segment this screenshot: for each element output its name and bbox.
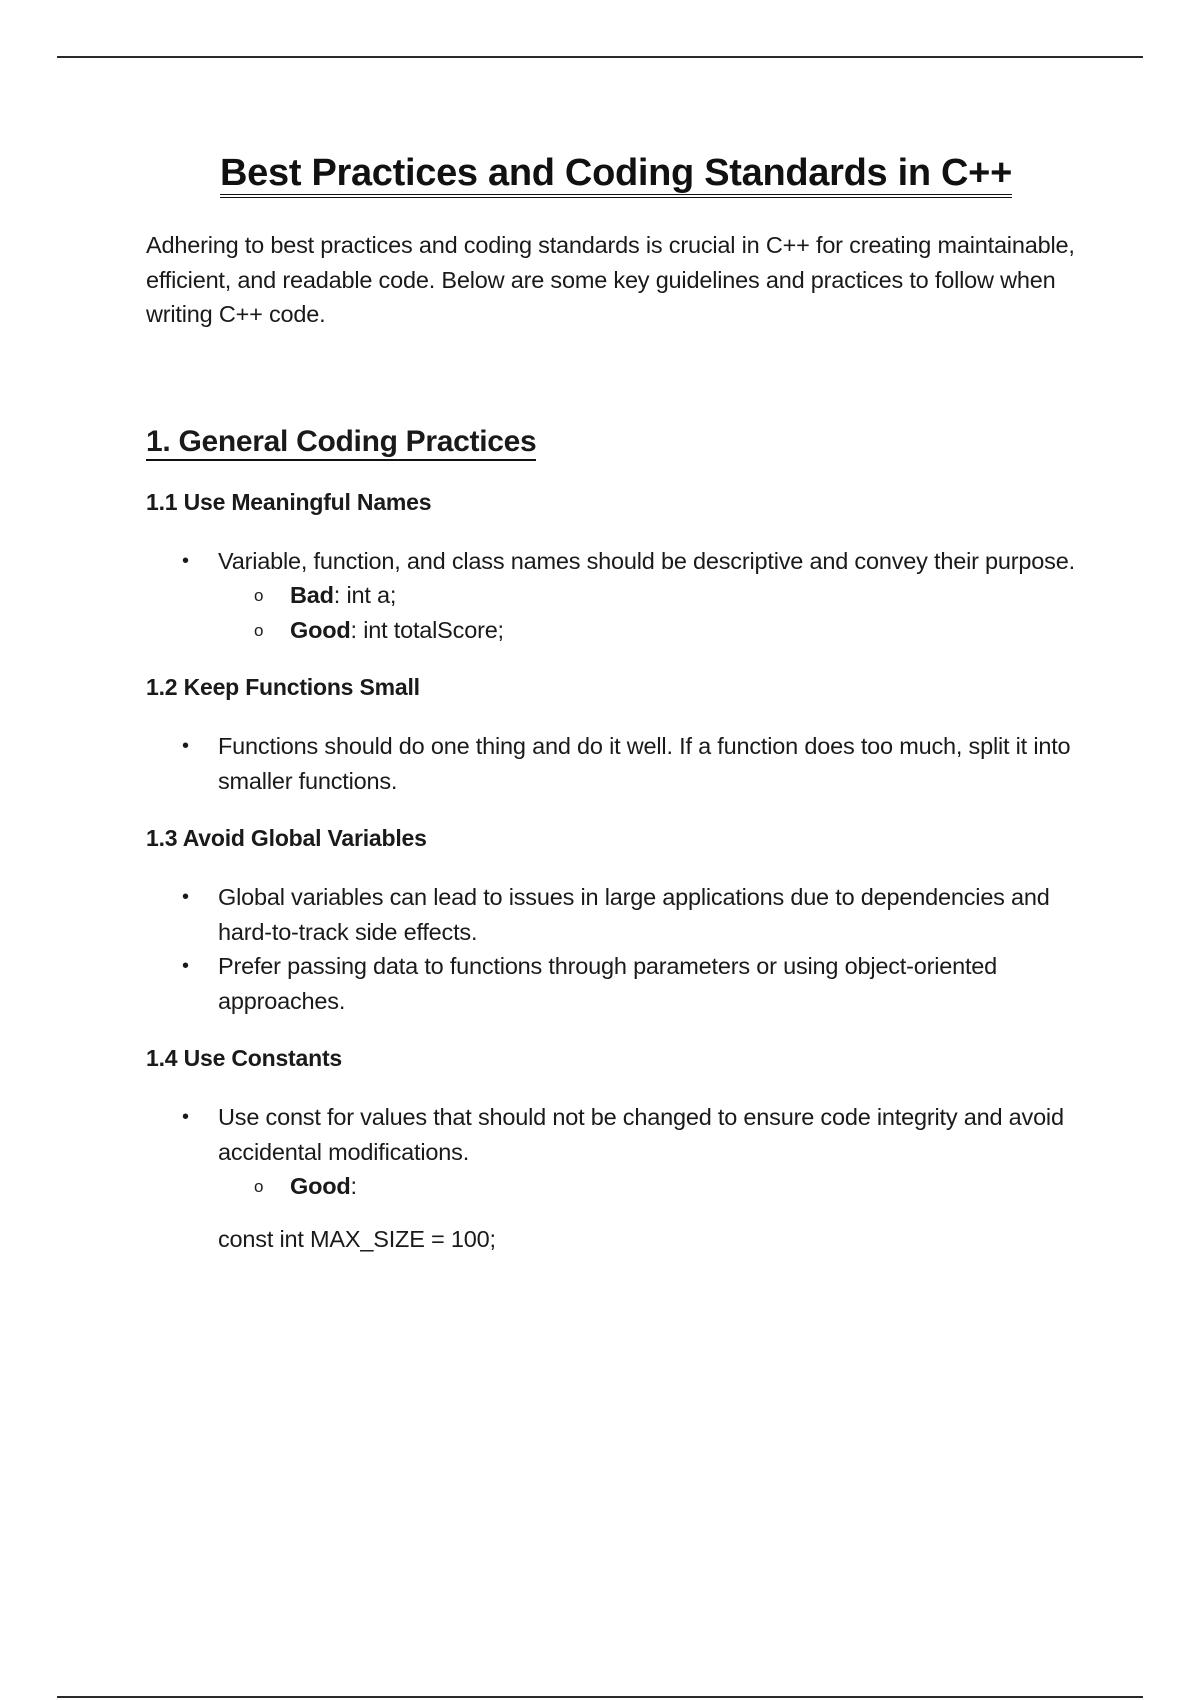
bullet-marker: • [182,886,189,908]
list-item-text: Functions should do one thing and do it well. If a function does too much, split it into smaller functions. [218,733,1071,794]
intro-paragraph: Adhering to best practices and coding standards is crucial in C++ for creating maintainable, efficient, and readable code. Below are some key guidelines and practices to follow when writing C++ code. [146,232,1075,327]
sub-bullet-marker: o [254,586,264,605]
sub-list-item [254,613,1086,648]
sub-list-item [254,578,1086,613]
header-rule [57,56,1143,58]
list-item-text: Use const for values that should not be changed to ensure code integrity and avoid accidental modifications. [218,1104,1064,1165]
code-example: const int MAX_SIZE = 100; [218,1225,496,1252]
sub-list-item [254,1169,1086,1204]
good-example: : int totalScore; [350,616,504,643]
list-item-text: Variable, function, and class names should be descriptive and convey their purpose. [218,547,1075,574]
document-title [146,150,1086,198]
bad-example: : int a; [333,582,397,608]
bullet-marker: • [182,955,189,977]
list-item [182,544,1086,648]
bullet-list [146,544,1086,648]
subheading-use-constants: 1.4 Use Constants [146,1045,342,1071]
subheading-functions-small: 1.2 Keep Functions Small [146,674,420,700]
subheading-meaningful-names: 1.1 Use Meaningful Names [146,488,432,515]
bullet-list [146,880,1086,1018]
list-item [182,880,1086,949]
document-body [146,138,1086,1256]
list-item [182,949,1086,1018]
bullet-marker: • [182,1106,189,1128]
good-label: Good [290,1173,351,1199]
good-label: Good [290,616,351,643]
bullet-marker: • [182,549,189,572]
sub-bullet-list [218,578,1086,647]
sub-bullet-marker: o [254,620,264,640]
list-item-text: Global variables can lead to issues in large applications due to dependencies and hard-to-track side effects. [218,884,1050,945]
good-suffix: : [350,1173,357,1199]
sub-bullet-marker: o [254,1177,264,1196]
footer-rule [57,1696,1143,1698]
bullet-list [146,1100,1086,1204]
section-heading-text: 1. General Coding Practices [146,425,536,461]
bad-label: Bad [290,582,334,608]
bullet-list [146,729,1086,798]
document-title-text: Best Practices and Coding Standards in C++ [220,153,1012,198]
list-item [182,729,1086,798]
list-item [182,1100,1086,1204]
section-heading [146,422,1086,462]
sub-bullet-list [218,1169,1086,1204]
list-item-text: Prefer passing data to functions through parameters or using object-oriented approaches. [218,953,998,1014]
subheading-global-variables: 1.3 Avoid Global Variables [146,825,427,851]
bullet-marker: • [182,735,189,757]
